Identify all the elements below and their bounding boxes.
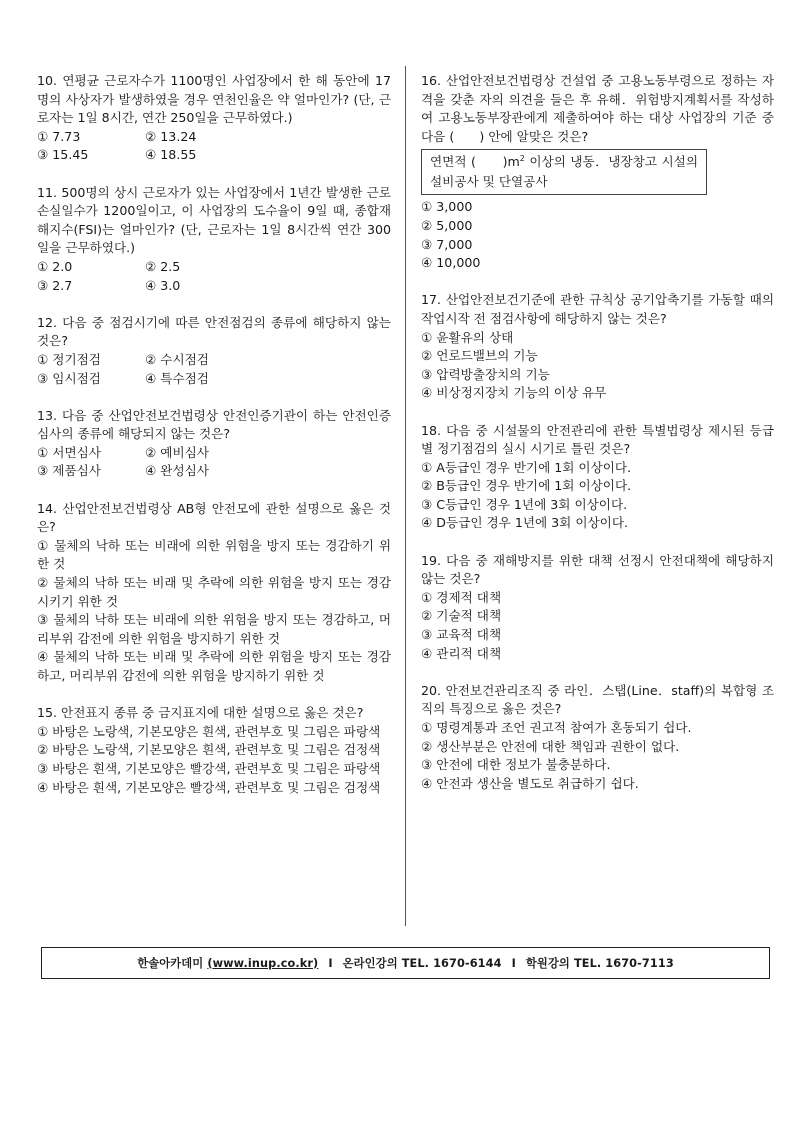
option-1[interactable]: ① 바탕은 노랑색, 기본모양은 흰색, 관련부호 및 그림은 파랑색 bbox=[37, 723, 381, 739]
footer-separator: I bbox=[328, 956, 333, 970]
question-10 bbox=[37, 72, 391, 165]
option-4[interactable]: ④ 10,000 bbox=[421, 255, 481, 271]
question-19 bbox=[421, 552, 774, 664]
option-1[interactable]: ① 서면심사 bbox=[37, 444, 101, 460]
option-4[interactable]: ④ 바탕은 흰색, 기본모양은 빨강색, 관련부호 및 그림은 검정색 bbox=[37, 779, 381, 795]
question-14 bbox=[37, 500, 391, 686]
option-3[interactable]: ③ 15.45 bbox=[37, 147, 89, 163]
option-1[interactable]: ① 윤활유의 상태 bbox=[421, 329, 514, 345]
option-4[interactable]: ④ 관리적 대책 bbox=[421, 645, 502, 661]
condition-box bbox=[421, 149, 707, 195]
question-number: 10. bbox=[37, 73, 58, 88]
question-text: 안전보건관리조직 중 라인．스탭(Line．staff)의 복합형 조직의 특징으로 옳은 것은? bbox=[421, 682, 774, 717]
question-text: 다음 중 시설물의 안전관리에 관한 특별법령상 제시된 등급별 정기점검의 실시 시기로 틀린 것은? bbox=[421, 422, 774, 457]
option-1[interactable]: ① 정기점검 bbox=[37, 351, 101, 367]
option-4[interactable]: ④ 물체의 낙하 또는 비래 및 추락에 의한 위험을 방지 또는 경감하고, 머리부위 감전에 의한 위험을 방지하기 위한 것 bbox=[37, 649, 391, 683]
option-1[interactable]: ① 경제적 대책 bbox=[421, 589, 502, 605]
option-2[interactable]: ② 언로드밸브의 기능 bbox=[421, 348, 538, 364]
question-11 bbox=[37, 184, 391, 296]
question-number: 17. bbox=[421, 292, 442, 308]
option-3[interactable]: ③ 7,000 bbox=[421, 236, 473, 252]
footer-banner bbox=[41, 947, 770, 979]
question-text: 연평균 근로자수가 1100명인 사업장에서 한 해 동안에 17명의 사상자가 발생하였을 경우 연천인율은 약 얼마인가? (단, 근로자는 1일 8시간, 연간 250일을 근무하였다.) bbox=[37, 73, 391, 126]
option-3[interactable]: ③ 교육적 대책 bbox=[421, 627, 502, 643]
option-2[interactable]: ② 기술적 대책 bbox=[421, 608, 502, 624]
question-number: 15. bbox=[37, 705, 58, 721]
left-column bbox=[37, 72, 391, 816]
question-18 bbox=[421, 422, 774, 534]
question-number: 19. bbox=[421, 552, 442, 568]
option-list bbox=[37, 444, 391, 481]
question-text: 산업안전보건기준에 관한 규칙상 공기압축기를 가동할 때의 작업시작 전 점검사항에 해당하지 않는 것은? bbox=[421, 292, 774, 326]
option-3[interactable]: ③ 안전에 대한 정보가 불충분하다. bbox=[421, 757, 611, 773]
option-1[interactable]: ① 7.73 bbox=[37, 128, 81, 144]
question-number: 13. bbox=[37, 407, 58, 423]
option-4[interactable]: ④ 특수점검 bbox=[145, 370, 209, 386]
question-text: 500명의 상시 근로자가 있는 사업장에서 1년간 발생한 근로손실일수가 1200일이고, 이 사업장의 도수율이 9일 때, 종합재해지수(FSI)는 얼마인가? (단, 근로자는 1일 8시간씩 연간 300일을 근무하였다.) bbox=[37, 184, 391, 256]
option-3[interactable]: ③ 제품심사 bbox=[37, 463, 101, 479]
question-text: 다음 중 재해방지를 위한 대책 선정시 안전대책에 해당하지 않는 것은? bbox=[421, 552, 774, 587]
option-2[interactable]: ② 물체의 낙하 또는 비래 및 추락에 의한 위험을 방지 또는 경감시키기 위한 것 bbox=[37, 575, 391, 609]
option-2[interactable]: ② 수시점검 bbox=[145, 351, 209, 367]
condition-text-cont: 이상의 냉동．냉장창고 시설의 설비공사 및 단열공사 bbox=[430, 154, 698, 190]
column-divider bbox=[405, 66, 406, 926]
option-2[interactable]: ② 2.5 bbox=[145, 258, 181, 274]
option-4[interactable]: ④ 비상정지장치 기능의 이상 유무 bbox=[421, 385, 607, 401]
option-list bbox=[37, 128, 391, 165]
option-1[interactable]: ① 2.0 bbox=[37, 258, 73, 274]
option-4[interactable]: ④ 완성심사 bbox=[145, 463, 209, 479]
question-number: 20. bbox=[421, 682, 442, 698]
academy-name: 한솔아카데미 bbox=[137, 957, 204, 970]
option-4[interactable]: ④ 18.55 bbox=[145, 147, 197, 163]
condition-text: 연면적 ( )m bbox=[430, 154, 520, 170]
option-3[interactable]: ③ 물체의 낙하 또는 비래에 의한 위험을 방지 또는 경감하고, 머리부위 감전에 의한 위험을 방지하기 위한 것 bbox=[37, 612, 391, 646]
question-12 bbox=[37, 314, 391, 388]
question-text: 산업안전보건법령상 AB형 안전모에 관한 설명으로 옳은 것은? bbox=[37, 500, 391, 535]
question-text: 다음 중 점검시기에 따른 안전점검의 종류에 해당하지 않는 것은? bbox=[37, 314, 391, 349]
question-17 bbox=[421, 291, 774, 403]
option-3[interactable]: ③ C등급인 경우 1년에 3회 이상이다. bbox=[421, 496, 628, 512]
option-2[interactable]: ② B등급인 경우 반기에 1회 이상이다. bbox=[421, 478, 632, 494]
right-column bbox=[421, 72, 774, 812]
option-2[interactable]: ② 예비심사 bbox=[145, 444, 209, 460]
option-3[interactable]: ③ 압력방출장치의 기능 bbox=[421, 366, 550, 382]
academy-tel: 학원강의 TEL. 1670-7113 bbox=[525, 957, 674, 970]
question-text: 산업안전보건법령상 건설업 중 고용노동부령으로 정하는 자격을 갖춘 자의 의견을 들은 후 유해．위험방지계획서를 작성하여 고용노동부장관에게 제출하여야 하는 대상 사업장의 기준 중 다음 ( ) 안에 알맞은 것은? bbox=[421, 73, 774, 144]
option-4[interactable]: ④ D등급인 경우 1년에 3회 이상이다. bbox=[421, 515, 629, 531]
option-2[interactable]: ② 생산부분은 안전에 대한 책임과 권한이 없다. bbox=[421, 738, 680, 754]
option-4[interactable]: ④ 3.0 bbox=[145, 277, 181, 293]
question-text: 안전표지 종류 중 금지표지에 대한 설명으로 옳은 것은? bbox=[61, 705, 364, 721]
option-1[interactable]: ① 명령계통과 조언 권고적 참여가 혼동되기 쉽다. bbox=[421, 720, 692, 735]
academy-url-link[interactable]: (www.inup.co.kr) bbox=[207, 956, 319, 970]
question-20 bbox=[421, 682, 774, 794]
option-4[interactable]: ④ 안전과 생산을 별도로 취급하기 쉽다. bbox=[421, 775, 639, 791]
question-16 bbox=[421, 72, 774, 273]
question-13 bbox=[37, 407, 391, 481]
option-3[interactable]: ③ 2.7 bbox=[37, 277, 73, 293]
question-15 bbox=[37, 704, 391, 797]
footer-separator: I bbox=[511, 956, 516, 970]
superscript: 2 bbox=[519, 154, 525, 164]
question-number: 11. bbox=[37, 184, 58, 200]
question-number: 18. bbox=[421, 422, 442, 438]
option-3[interactable]: ③ 바탕은 흰색, 기본모양은 빨강색, 관련부호 및 그림은 파랑색 bbox=[37, 760, 381, 776]
question-text: 다음 중 산업안전보건법령상 안전인증기관이 하는 안전인증 심사의 종류에 해당되지 않는 것은? bbox=[37, 407, 392, 442]
option-1[interactable]: ① 물체의 낙하 또는 비래에 의한 위험을 방지 또는 경감하기 위한 것 bbox=[37, 537, 391, 572]
option-1[interactable]: ① A등급인 경우 반기에 1회 이상이다. bbox=[421, 459, 632, 475]
question-number: 16. bbox=[421, 73, 442, 88]
option-3[interactable]: ③ 임시점검 bbox=[37, 370, 101, 386]
option-1[interactable]: ① 3,000 bbox=[421, 199, 473, 215]
question-number: 12. bbox=[37, 314, 58, 330]
online-tel: 온라인강의 TEL. 1670-6144 bbox=[342, 957, 502, 970]
option-list bbox=[37, 258, 391, 295]
option-2[interactable]: ② 5,000 bbox=[421, 217, 473, 233]
option-list bbox=[37, 351, 391, 388]
option-2[interactable]: ② 바탕은 노랑색, 기본모양은 흰색, 관련부호 및 그림은 검정색 bbox=[37, 742, 381, 758]
question-number: 14. bbox=[37, 500, 58, 516]
option-2[interactable]: ② 13.24 bbox=[145, 128, 197, 144]
